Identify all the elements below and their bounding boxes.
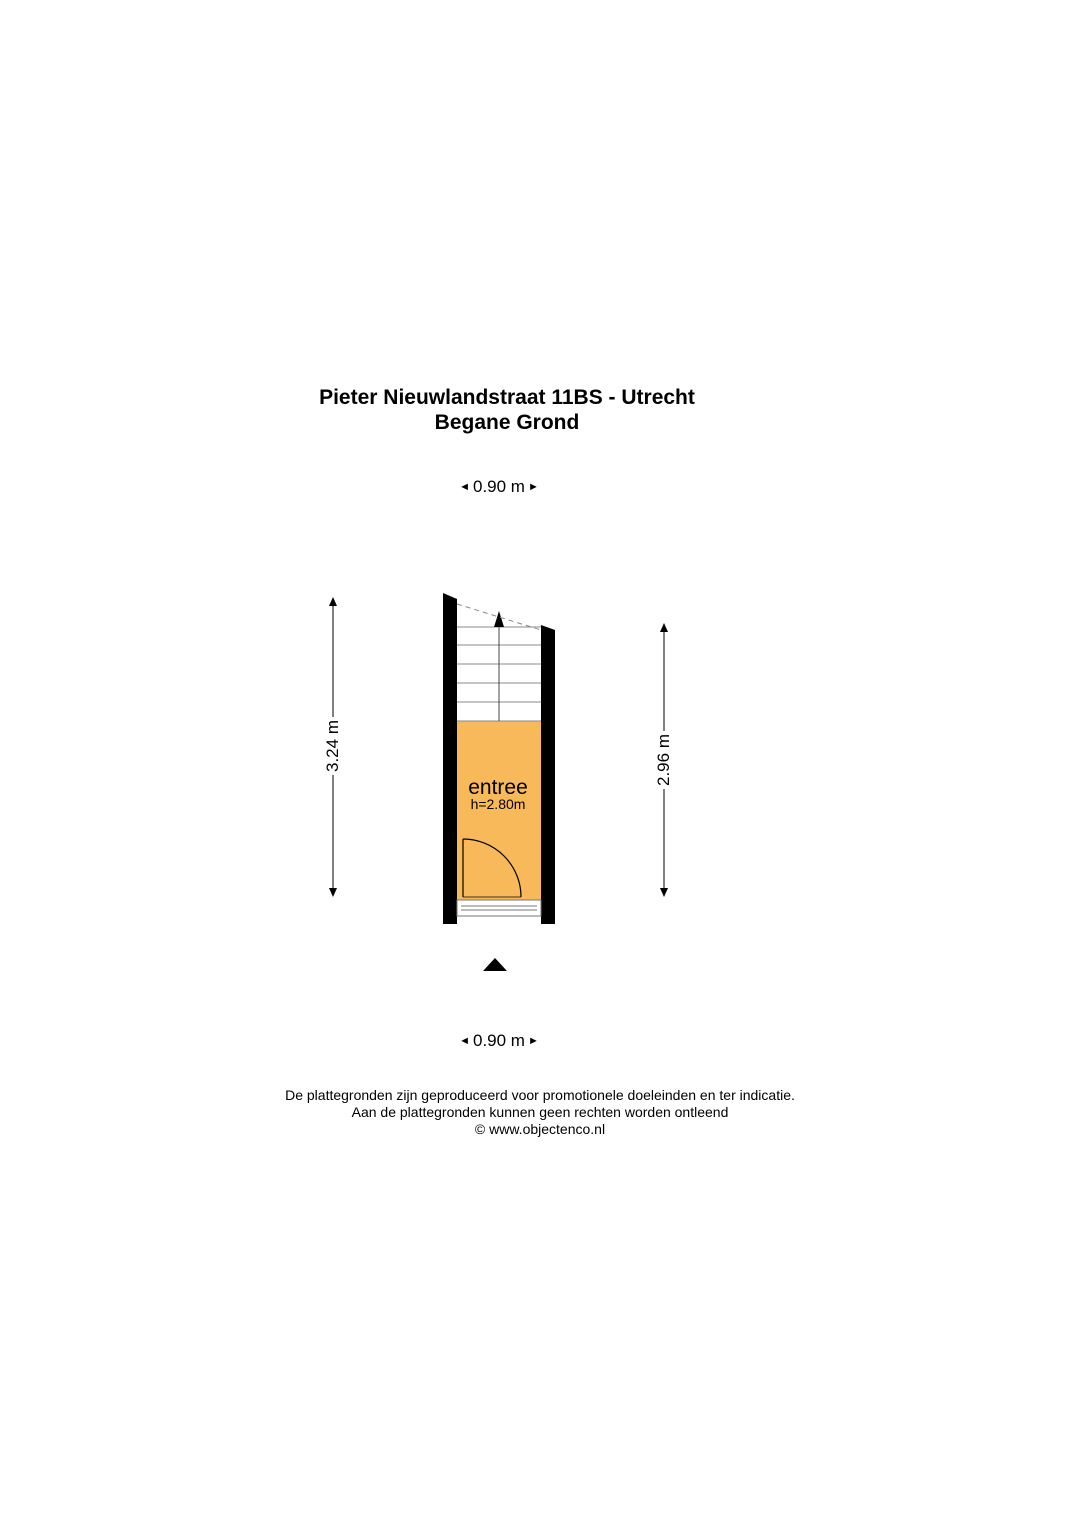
disclaimer — [0, 1087, 1080, 1138]
bottom-width-label: 0.90 m — [473, 1031, 525, 1050]
dimension-arrow-left-icon: ◄ — [459, 1034, 470, 1047]
right-length-label: 2.96 m — [652, 731, 676, 789]
right-wall — [541, 625, 555, 924]
dimension-arrow-left-icon: ◄ — [459, 480, 470, 493]
dimension-arrow-right-icon: ► — [527, 480, 539, 493]
room-name-label: entree — [468, 776, 528, 799]
top-width-label: 0.90 m — [473, 477, 525, 496]
floor-name: Begane Grond — [434, 411, 580, 434]
front-door-frame — [457, 900, 541, 916]
bottom-width-dimension — [0, 1031, 998, 1052]
copyright-line: © www.objectenco.nl — [474, 1121, 606, 1137]
left-wall — [443, 593, 457, 924]
disclaimer-line-1: De plattegronden zijn geproduceerd voor promotionele doeleinden en ter indicatie. — [285, 1087, 795, 1103]
dimension-arrow-right-icon: ► — [527, 1034, 539, 1047]
plan-title: Pieter Nieuwlandstraat 11BS - Utrecht — [319, 386, 695, 409]
left-length-label: 3.24 m — [321, 717, 345, 775]
disclaimer-line-2: Aan de plattegronden kunnen geen rechten worden ontleend — [351, 1104, 729, 1120]
room-height-label: h=2.80m — [470, 796, 526, 812]
entrance-arrow-icon — [483, 958, 507, 971]
